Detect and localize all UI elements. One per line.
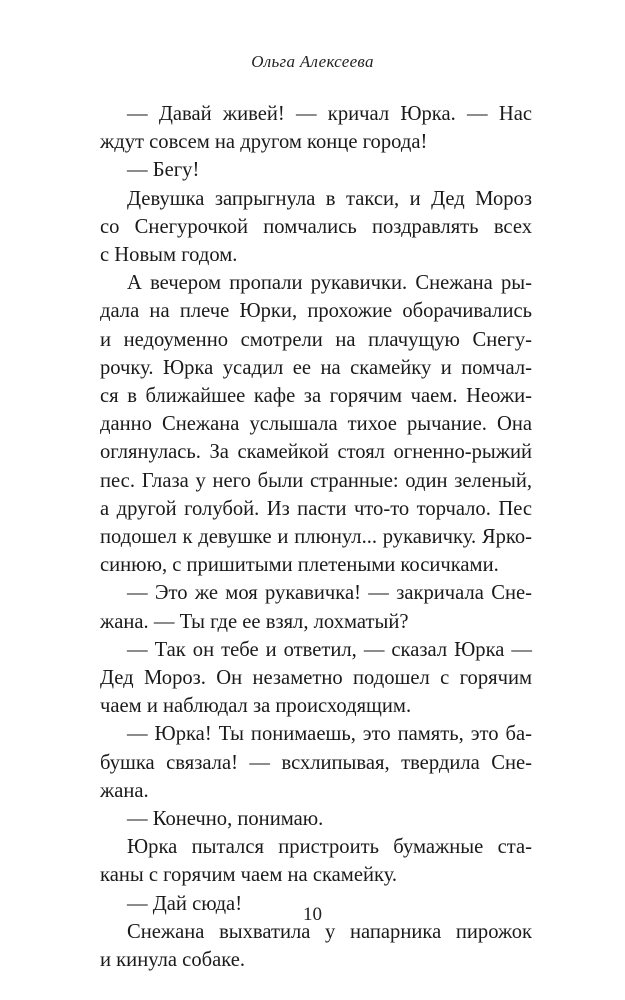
text-line: Дед Мороз. Он незаметно подошел с горячим — [100, 667, 532, 690]
text-line: а другой голубой. Из пасти что-то торчало. Пес — [100, 497, 532, 520]
text-line: — Юрка! Ты понимаешь, это память, это ба- — [127, 723, 532, 746]
text-line: ждут совсем на другом конце города! — [100, 131, 428, 154]
text-line: бушка связала! — всхлипывая, твердила Сне- — [100, 751, 532, 774]
text-line: со Снегурочкой помчались поздравлять всех — [100, 215, 532, 238]
text-line: жана. — Ты где ее взял, лохматый? — [100, 610, 409, 633]
text-line: — Это же моя рукавичка! — закричала Сне- — [127, 582, 532, 605]
text-line: Юрка пытался пристроить бумажные ста- — [127, 836, 532, 859]
text-line: подошел к девушке и плюнул... рукавичку. Ярко- — [100, 526, 532, 549]
paragraph — [100, 269, 532, 579]
text-line: — Конечно, понимаю. — [127, 808, 324, 831]
paragraph — [100, 156, 532, 184]
text-line: чаем и наблюдал за происходящим. — [100, 695, 412, 718]
text-line: оглянулась. За скамейкой стоял огненно-рыжий — [100, 441, 532, 464]
text-line: — Так он тебе и ответил, — сказал Юрка — — [127, 638, 532, 661]
text-line: синюю, с пришитыми плетеными косичками. — [100, 554, 499, 577]
text-line: — Дай сюда! — [127, 892, 243, 915]
text-line: — Давай живей! — кричал Юрка. — Нас — [127, 103, 532, 125]
text-line: с Новым годом. — [100, 244, 238, 267]
text-line: — Бегу! — [127, 159, 200, 182]
paragraph — [100, 833, 532, 889]
text-line: дала на плече Юрки, прохожие оборачивались — [100, 300, 532, 323]
paragraph — [100, 579, 532, 635]
paragraph — [100, 805, 532, 833]
text-line: пес. Глаза у него были странные: один зеленый, — [100, 469, 532, 492]
text-line: и кинула собаке. — [100, 949, 246, 972]
page-number: 10 — [303, 904, 322, 925]
text-line: Снежана выхватила у напарника пирожок — [127, 920, 532, 943]
text-line: Девушка запрыгнула в такси, и Дед Мороз — [127, 187, 532, 210]
text-line: рочку. Юрка усадил ее на скамейку и помчал- — [100, 356, 532, 379]
paragraph — [100, 918, 532, 974]
text-line: каны с горячим чаем на скамейку. — [100, 864, 398, 887]
paragraph — [100, 720, 532, 805]
paragraph — [100, 636, 532, 721]
text-line: и недоуменно смотрели на плачущую Снегу- — [100, 328, 532, 351]
running-head-author: Ольга Алексеева — [251, 52, 374, 71]
text-line: А вечером пропали рукавички. Снежана ры- — [127, 272, 532, 295]
text-line: данно Снежана услышала тихое рычание. Она — [100, 413, 532, 436]
paragraph — [100, 185, 532, 270]
paragraph — [100, 100, 532, 156]
text-line: ся в ближайшее кафе за горячим чаем. Неожи- — [100, 385, 532, 408]
body-text — [100, 100, 532, 974]
text-line: жана. — [100, 779, 149, 802]
